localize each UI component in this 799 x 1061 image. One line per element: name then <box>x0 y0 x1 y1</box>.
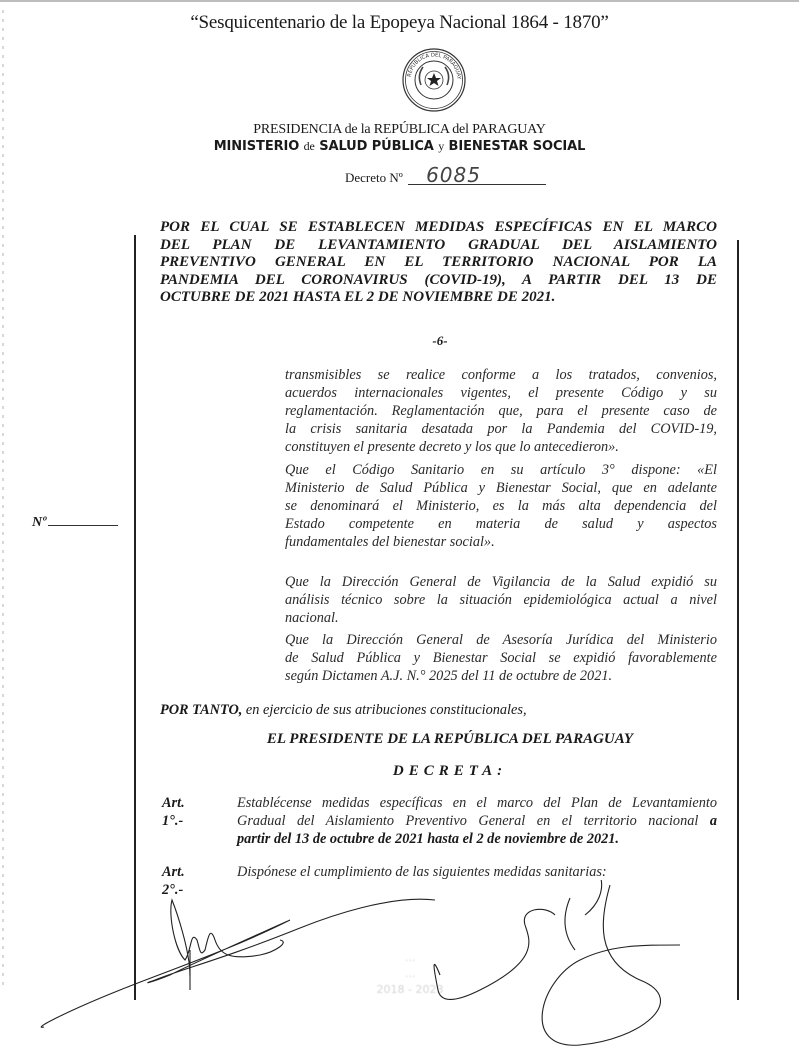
article-body <box>237 863 717 881</box>
paragraph-line: transmisibles se realice conforme a los tratados, convenios, <box>285 367 717 383</box>
margin-number-blank <box>48 525 118 526</box>
paragraph-line: Que la Dirección General de Asesoría Jurídica del Ministerio <box>285 632 717 648</box>
article-line-bold: partir del 13 de octubre de 2021 hasta el 2 de noviembre de 2021. <box>237 831 620 847</box>
paragraph-line: nacional. <box>285 610 339 626</box>
decree-title-line: PREVENTIVO GENERAL EN EL TERRITORIO NACIONAL POR LA <box>160 254 717 270</box>
paragraph-line: Que la Dirección General de Vigilancia de la Salud expidió su <box>285 574 717 590</box>
page-number: -6- <box>432 333 448 348</box>
decree-title-line: PANDEMIA DEL CORONAVIRUS (COVID-19), A PARTIR DEL 13 DE <box>160 271 717 288</box>
decree-number-line <box>345 163 546 187</box>
paragraph-line: fundamentales del bienestar social». <box>285 534 495 550</box>
ministry-connector-de: de <box>303 139 315 153</box>
stamp-line: ... <box>404 967 416 980</box>
decree-number-handwritten: 6085 <box>408 166 546 185</box>
article-label: Art. 2°.- <box>162 864 185 898</box>
national-seal-icon <box>401 47 467 113</box>
paragraph-line: de Salud Pública y Bienestar Social se expidió favorablemente <box>285 650 717 666</box>
ministry-salud-publica: SALUD PÚBLICA <box>319 139 434 154</box>
paragraph-line: análisis técnico sobre la situación epidemiológica actual a nivel <box>285 592 717 608</box>
article-body <box>237 794 717 848</box>
margin-number-label: Nº <box>32 515 47 530</box>
ministry-word: MINISTERIO <box>213 139 300 154</box>
considerando-paragraph-2 <box>285 461 717 551</box>
por-tanto-lead: POR TANTO, <box>160 702 243 718</box>
ministry-bienestar-social: BIENESTAR SOCIAL <box>448 139 586 154</box>
decreta-heading: DECRETA: <box>392 763 508 779</box>
por-tanto-clause <box>160 702 527 719</box>
president-heading: EL PRESIDENTE DE LA REPÚBLICA DEL PARAGUAY <box>266 731 634 747</box>
header-motto: “Sesquicentenario de la Epopeya Nacional 1864 - 1870” <box>190 12 609 33</box>
considerando-paragraph-3 <box>285 573 717 627</box>
stamp-line: ... <box>404 951 416 964</box>
left-margin-rule <box>134 235 136 1000</box>
paragraph-line: se denominará el Ministerio, es la más alta dependencia del <box>285 498 717 514</box>
paragraph-line: Ministerio de Salud Pública y Bienestar Social, que en adelante <box>285 480 717 496</box>
considerando-paragraph-4 <box>285 631 717 685</box>
article-line: Dispónese el cumplimiento de las siguientes medidas sanitarias: <box>237 864 607 880</box>
svg-text:REPÚBLICA DEL PARAGUAY: REPÚBLICA DEL PARAGUAY <box>406 52 462 80</box>
paragraph-line: reglamentación. Reglamentación que, para el presente caso de <box>285 403 717 419</box>
decree-title <box>160 219 717 307</box>
paragraph-line: la crisis sanitaria desatada por la Pandemia del COVID-19, <box>285 421 717 437</box>
decree-title-line: DEL PLAN DE LEVANTAMIENTO GRADUAL DEL AISLAMIENTO <box>160 236 717 253</box>
ministry-connector-y: y <box>438 139 445 153</box>
decree-title-line: OCTUBRE DE 2021 HASTA EL 2 DE NOVIEMBRE DE 2021. <box>160 289 556 305</box>
decree-title-line: POR EL CUAL SE ESTABLECEN MEDIDAS ESPECÍFICAS EN EL MARCO <box>160 219 717 235</box>
article-text: Gradual del Aislamiento Preventivo General en el territorio nacional <box>237 813 710 829</box>
paragraph-line: acuerdos internacionales vigentes, el presente Código y su <box>285 385 717 401</box>
institution-ministry <box>0 139 799 154</box>
decree-label: Decreto Nº <box>345 170 403 185</box>
por-tanto-text: en ejercicio de sus atribuciones constitucionales, <box>242 702 527 718</box>
paragraph-line: Que el Código Sanitario en su artículo 3° dispone: «El <box>285 462 717 478</box>
right-margin-rule <box>737 240 739 1000</box>
article-label: Art. 1°.- <box>162 795 185 829</box>
margin-number-field <box>32 515 118 531</box>
considerando-paragraph-1 <box>285 366 717 456</box>
faded-stamp <box>310 950 510 998</box>
article-line: Establécense medidas específicas en el marco del Plan de Levantamiento <box>237 795 717 811</box>
paragraph-line: Estado competente en materia de salud y aspectos <box>285 516 717 532</box>
scan-perforation-edge <box>2 10 4 990</box>
article-line <box>237 812 717 830</box>
paragraph-line: constituyen el presente decreto y los que lo antecedieron». <box>285 439 619 455</box>
stamp-line: 2018 - 2023 <box>376 983 444 996</box>
institution-presidency: PRESIDENCIA de la REPÚBLICA del PARAGUAY <box>253 122 546 137</box>
page-top-edge <box>0 0 799 2</box>
paragraph-line: según Dictamen A.J. N.° 2025 del 11 de octubre de 2021. <box>285 668 613 684</box>
article-text-bold: a <box>709 813 717 829</box>
